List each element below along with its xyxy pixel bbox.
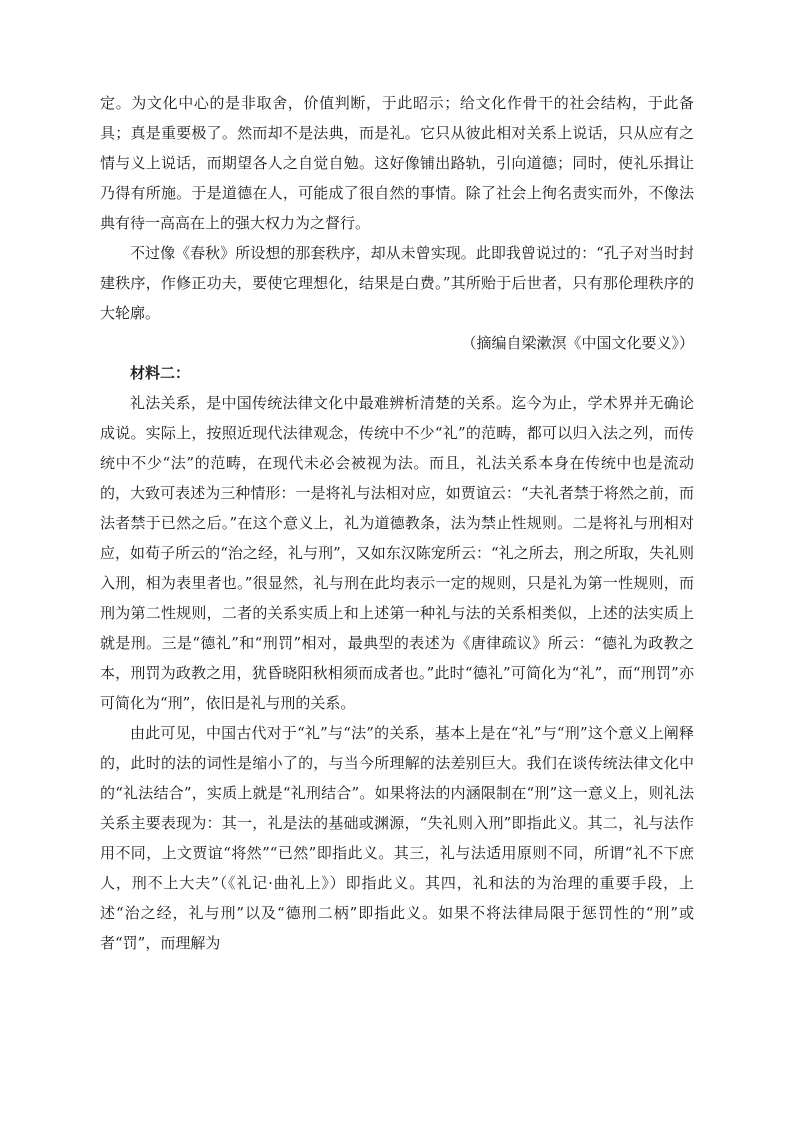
source-note: （摘编自梁漱溟《中国文化要义》） xyxy=(461,334,694,352)
document-page xyxy=(100,88,694,958)
paragraph-m2-2: 由此可见，中国古代对于“礼”与“法”的关系，基本上是在“礼”与“刑”这个意义上阐释的，此时的法的词性是缩小了的，与当今所理解的法差别巨大。我们在谈传统法律文化中的“礼法结合”，实质上就是“礼刑结合”。如果将法的内涵限制在“刑”这一意义上，则礼法关系主要表现为：其一，礼是法的基础或渊源，“失礼则入刑”即指此义。其二，礼与法作用不同，上文贾谊“将然”“已然”即指此义。其三，礼与法适用原则不同，所谓“礼不下庶人，刑不上大夫”（《礼记·曲礼上》）即指此义。其四，礼和法的为治理的重要手段，上述“治之经，礼与刑”以及“德刑二柄”即指此义。如果不将法律局限于惩罚性的“刑”或者“罚”，而理解为 xyxy=(100,724,694,952)
paragraph-m2-1: 礼法关系，是中国传统法律文化中最难辨析清楚的关系。迄今为止，学术界并无确论成说。实际上，按照近现代法律观念，传统中不少“礼”的范畴，都可以归入法之列，而传统中不少“法”的范畴，在现代未必会被视为法。而且，礼法关系本身在传统中也是流动的，大致可表述为三种情形：一是将礼与法相对应，如贾谊云：“夫礼者禁于将然之前，而法者禁于已然之后。”在这个意义上，礼为道德教条，法为禁止性规则。二是将礼与刑相对应，如荀子所云的“治之经，礼与刑”，又如东汉陈宠所云：“礼之所去，刑之所取，失礼则入刑，相为表里者也。”很显然，礼与刑在此均表示一定的规则，只是礼为第一性规则，而刑为第二性规则，二者的关系实质上和上述第一种礼与法的关系相类似，上述的法实质上就是刑。三是“德礼”和“刑罚”相对，最典型的表述为《唐律疏议》所云：“德礼为政教之本，刑罚为政教之用，犹昏晓阳秋相须而成者也。”此时“德礼”可简化为“礼”，而“刑罚”亦可简化为“刑”，依旧是礼与刑的关系。 xyxy=(100,394,694,712)
paragraph-m1-1: 定。为文化中心的是非取舍，价值判断，于此昭示；给文化作骨干的社会结构，于此备具；真是重要极了。然而却不是法典，而是礼。它只从彼此相对关系上说话，只从应有之情与义上说话，而期望各人之自觉自勉。这好像铺出路轨，引向道德；同时，使礼乐揖让乃得有所施。于是道德在人，可能成了很自然的事情。除了社会上徇名责实而外，不像法典有待一高高在上的强大权力为之督行。 xyxy=(100,94,694,232)
paragraph-m1-2: 不过像《春秋》所设想的那套秩序，却从未曾实现。此即我曾说过的：“孔子对当时封建秩序，作修正功夫，要使它理想化，结果是白费。”其所贻于后世者，只有那伦理秩序的大轮廓。 xyxy=(100,244,694,322)
section-heading-material2: 材料二： xyxy=(130,364,191,382)
